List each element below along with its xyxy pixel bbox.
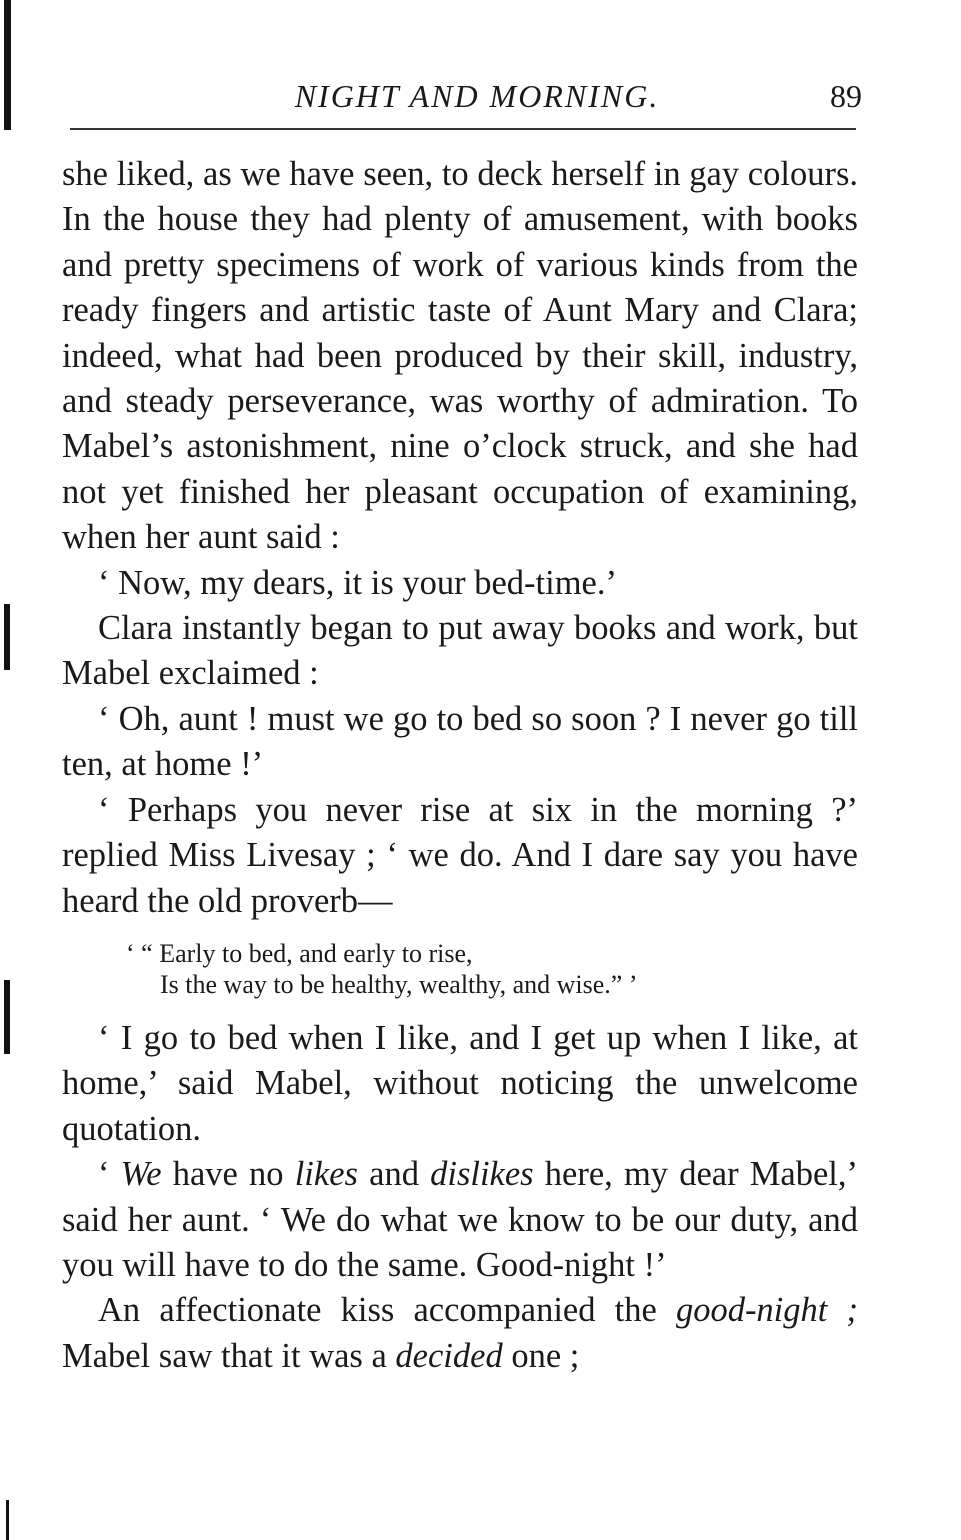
italic-text: good-night ;: [675, 1291, 858, 1330]
paragraph-text: ‘ I go to bed when I like, and I get up when I like, at home,’ said Mabel, without noticing the unwelcome quotation.: [62, 1018, 858, 1148]
paragraph: [62, 1016, 858, 1152]
paragraph-text: Clara instantly began to put away books and work, but Mabel exclaimed :: [62, 609, 858, 693]
page-number: 89: [830, 78, 862, 114]
paragraph: [62, 697, 858, 788]
paragraph-text: she liked, as we have seen, to deck herself in gay colours. In the house they had plenty of amusement, with books and pretty specimens of work of various kinds from the ready fingers and artistic taste of Aunt Mary and Clara; indeed, what had been produced by their skill, industry, and steady perseverance, was worthy of admiration. To Mabel’s astonishment, nine o’clock struck, and she had not yet finished her pleasant occupation of examining, when her aunt said :: [62, 155, 858, 557]
verse-line: Is the way to be healthy, wealthy, and wise.” ’: [160, 969, 638, 999]
body-text: [62, 152, 858, 1379]
paragraph-text: ‘ Oh, aunt ! must we go to bed so soon ? I never go till ten, at home !’: [62, 699, 858, 784]
running-title: NIGHT AND MORNING.: [294, 78, 660, 114]
scan-edge-mark-lower: [4, 980, 10, 1054]
paragraph: [62, 606, 858, 697]
scan-edge-mark-top: [4, 0, 11, 130]
paragraph-text: have no: [161, 1155, 295, 1194]
italic-text: dislikes: [430, 1155, 534, 1194]
scan-edge-mark-mid: [4, 604, 10, 670]
paragraph-text: An affectionate kiss accompanied the: [98, 1291, 676, 1330]
paragraph-text: one ;: [502, 1336, 580, 1375]
italic-text: We: [120, 1155, 162, 1194]
header-rule: [70, 128, 856, 130]
verse-line: ‘ “ Early to bed, and early to rise,: [126, 938, 473, 968]
paragraph-text: ‘: [98, 1155, 121, 1194]
paragraph: [62, 1152, 858, 1288]
paragraph-text: Mabel saw that it was a: [62, 1336, 396, 1375]
paragraph: [62, 152, 858, 561]
paragraph-text: ‘ Now, my dears, it is your bed-time.’: [98, 563, 617, 602]
italic-text: decided: [395, 1336, 503, 1375]
paragraph: [62, 561, 858, 606]
paragraph-text: ‘ Perhaps you never rise at six in the morning ?’ replied Miss Livesay ; ‘ we do. And I dare say you have heard the old proverb—: [62, 790, 858, 920]
proverb-verse: [62, 938, 858, 1000]
paragraph: [62, 1288, 858, 1379]
scan-edge-mark-bottom: [6, 1500, 9, 1540]
paragraph-text: here, my dear Mabel,’ said her aunt. ‘ We do what we know to be our duty, and you will have to do the same. Good-night !’: [62, 1155, 858, 1284]
italic-text: likes: [294, 1155, 358, 1194]
page-header: [62, 78, 862, 118]
paragraph: [62, 788, 858, 924]
paragraph-text: and: [357, 1155, 431, 1194]
